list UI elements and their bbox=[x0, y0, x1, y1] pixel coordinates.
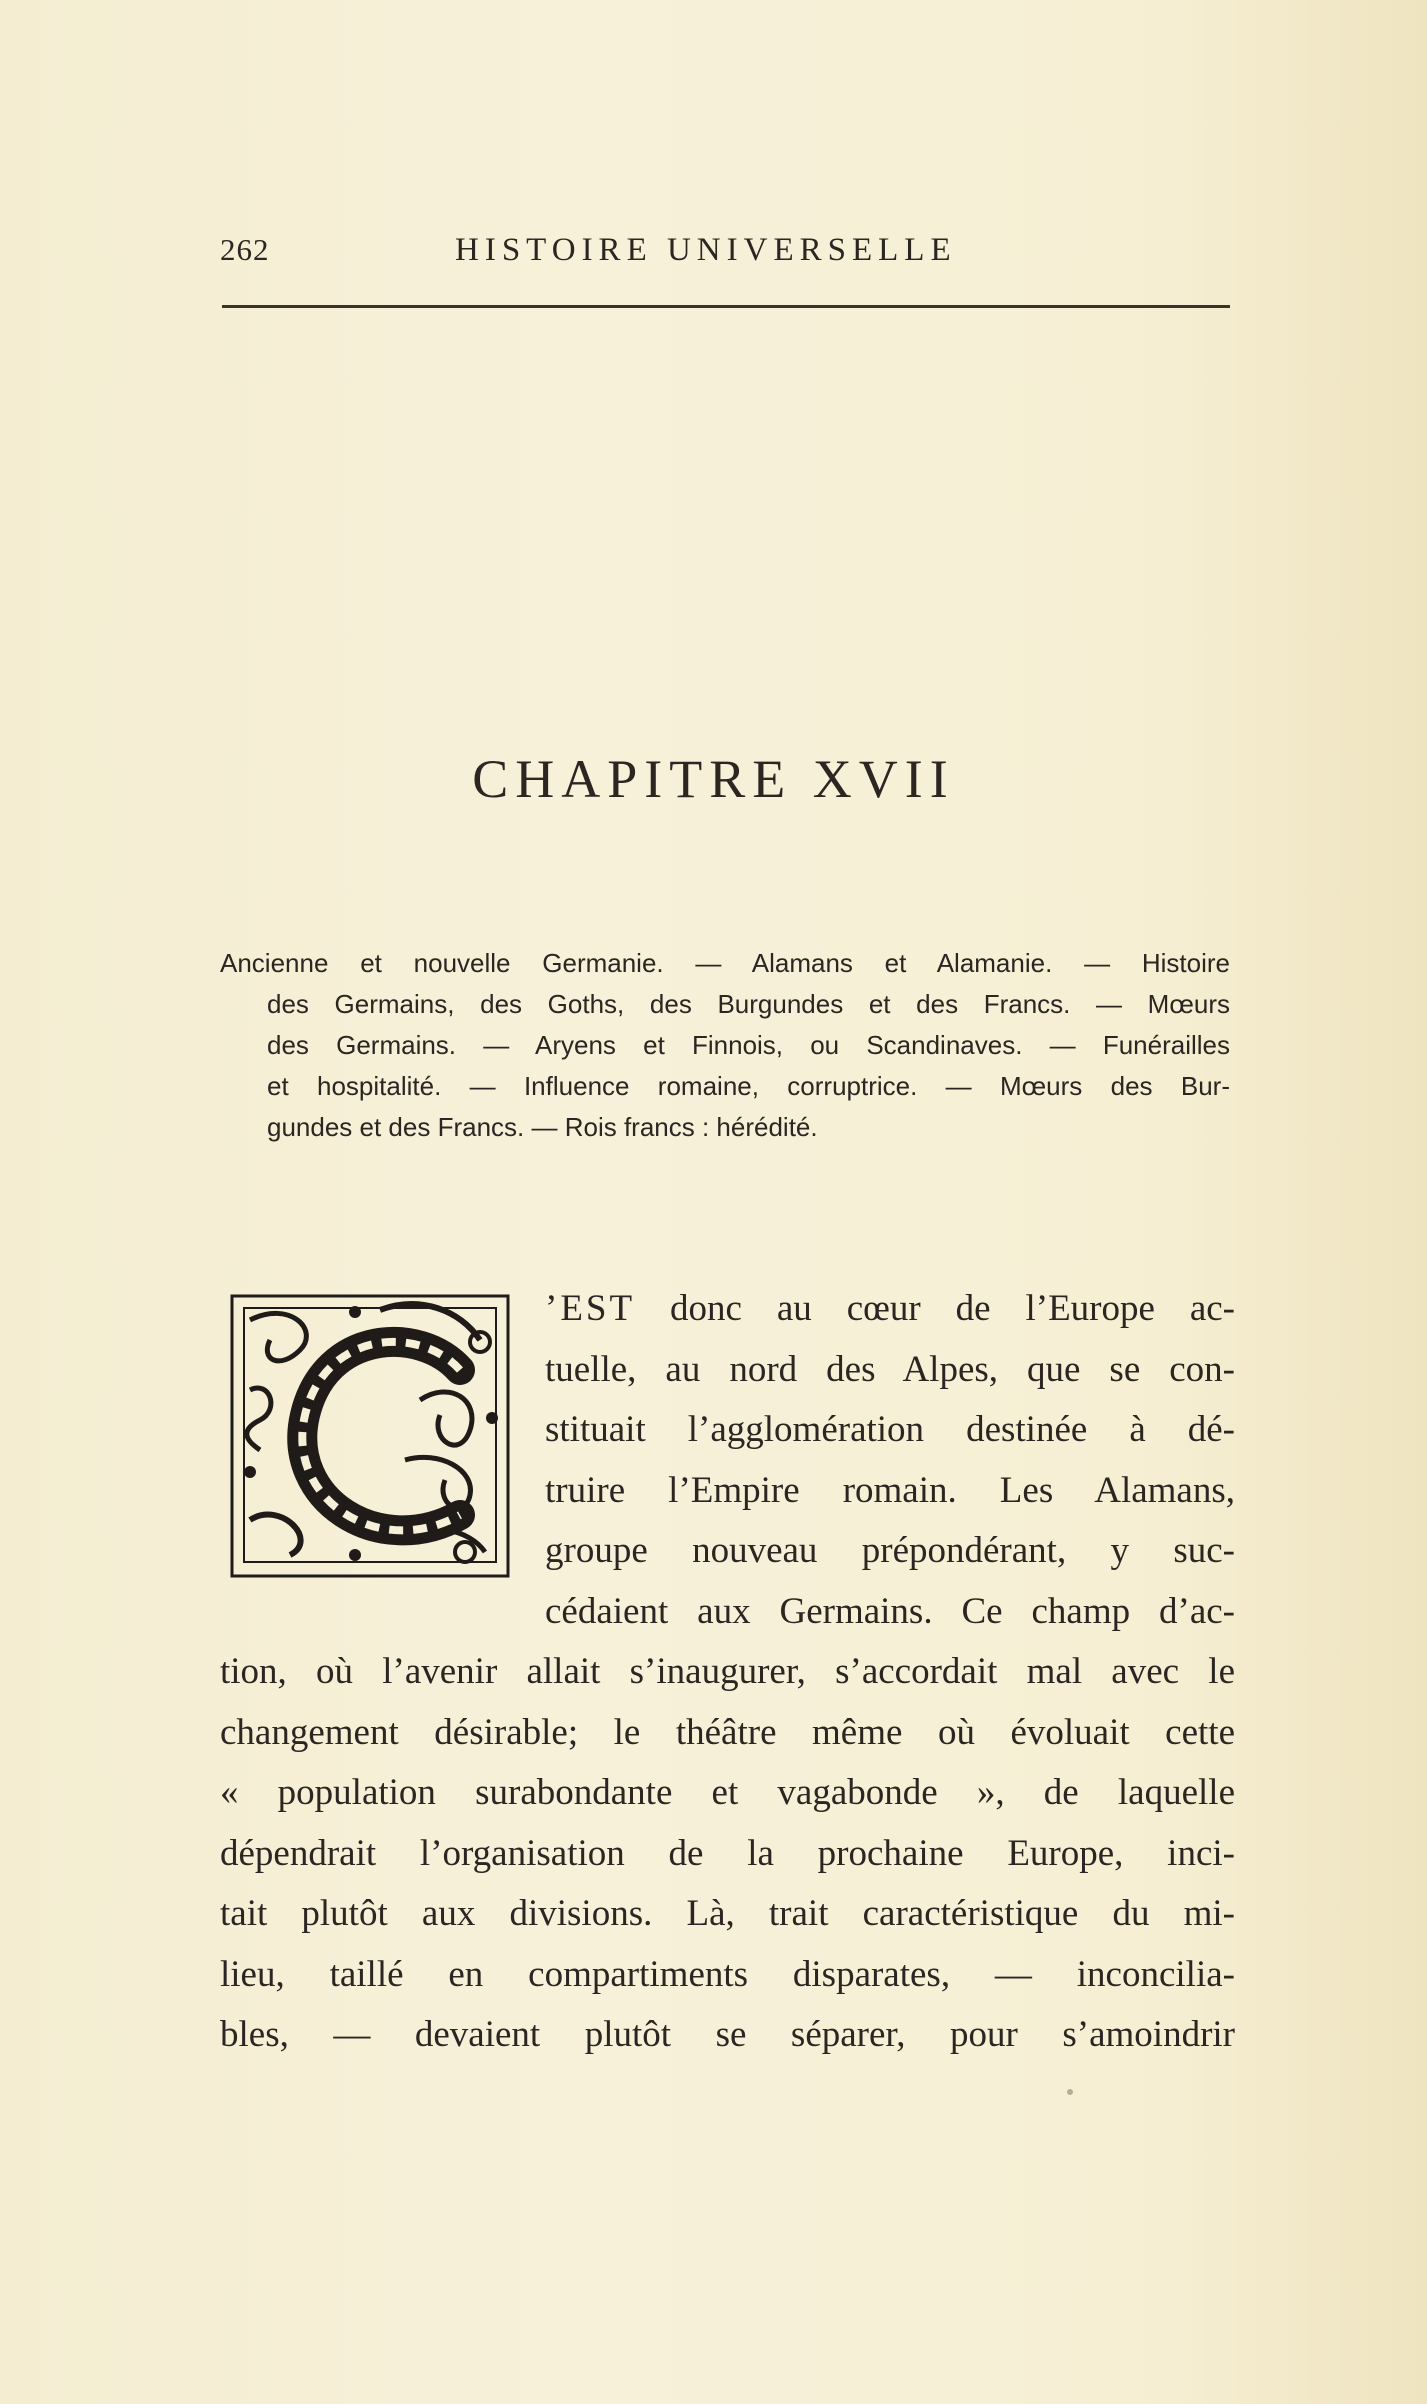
summary-line: et hospitalité. — Influence romaine, corruptrice. — Mœurs des Bur- bbox=[267, 1071, 1230, 1101]
page-number: 262 bbox=[220, 232, 270, 267]
running-head bbox=[220, 232, 1230, 278]
body-line: stituait l’agglomération destinée à dé- bbox=[545, 1409, 1235, 1450]
chapter-title: CHAPITRE XVII bbox=[472, 749, 955, 809]
body-line: groupe nouveau prépondérant, y suc- bbox=[545, 1530, 1235, 1571]
running-title: HISTOIRE UNIVERSELLE bbox=[455, 232, 957, 268]
small-caps-word: ’EST bbox=[545, 1288, 636, 1329]
body-line: tait plutôt aux divisions. Là, trait caractéristique du mi- bbox=[220, 1893, 1235, 1934]
body-line: tion, où l’avenir allait s’inaugurer, s’accordait mal avec le bbox=[220, 1651, 1235, 1692]
body-line: cédaient aux Germains. Ce champ d’ac- bbox=[545, 1590, 1235, 1632]
body-line: dépendrait l’organisation de la prochaine Europe, inci- bbox=[220, 1832, 1235, 1874]
summary-line: des Germains, des Goths, des Burgundes et des Francs. — Mœurs bbox=[267, 989, 1230, 1019]
summary-line: des Germains. — Aryens et Finnois, ou Scandinaves. — Funérailles bbox=[267, 1030, 1230, 1060]
summary-line: Ancienne et nouvelle Germanie. — Alamans et Alamanie. — Histoire bbox=[220, 948, 1230, 978]
paper-speck bbox=[1067, 2089, 1073, 2095]
summary-line: gundes et des Francs. — Rois francs : hérédité. bbox=[267, 1112, 818, 1142]
body-line-text: donc au cœur de l’Europe ac- bbox=[635, 1288, 1235, 1329]
body-line: tuelle, au nord des Alpes, que se con- bbox=[545, 1348, 1235, 1390]
body-line: truire l’Empire romain. Les Alamans, bbox=[545, 1469, 1235, 1511]
body-line: changement désirable; le théâtre même où évoluait cette bbox=[220, 1711, 1235, 1753]
body-line: bles, — devaient plutôt se séparer, pour s’amoindrir bbox=[220, 2014, 1235, 2055]
body-line: « population surabondante et vagabonde », de laquelle bbox=[220, 1772, 1235, 1813]
body-paragraph bbox=[220, 1279, 1235, 2066]
body-line: lieu, taillé en compartiments disparates, — inconcilia- bbox=[220, 1953, 1235, 1995]
header-rule bbox=[222, 305, 1230, 308]
chapter-summary bbox=[220, 943, 1230, 1148]
body-line bbox=[220, 1279, 1235, 1340]
